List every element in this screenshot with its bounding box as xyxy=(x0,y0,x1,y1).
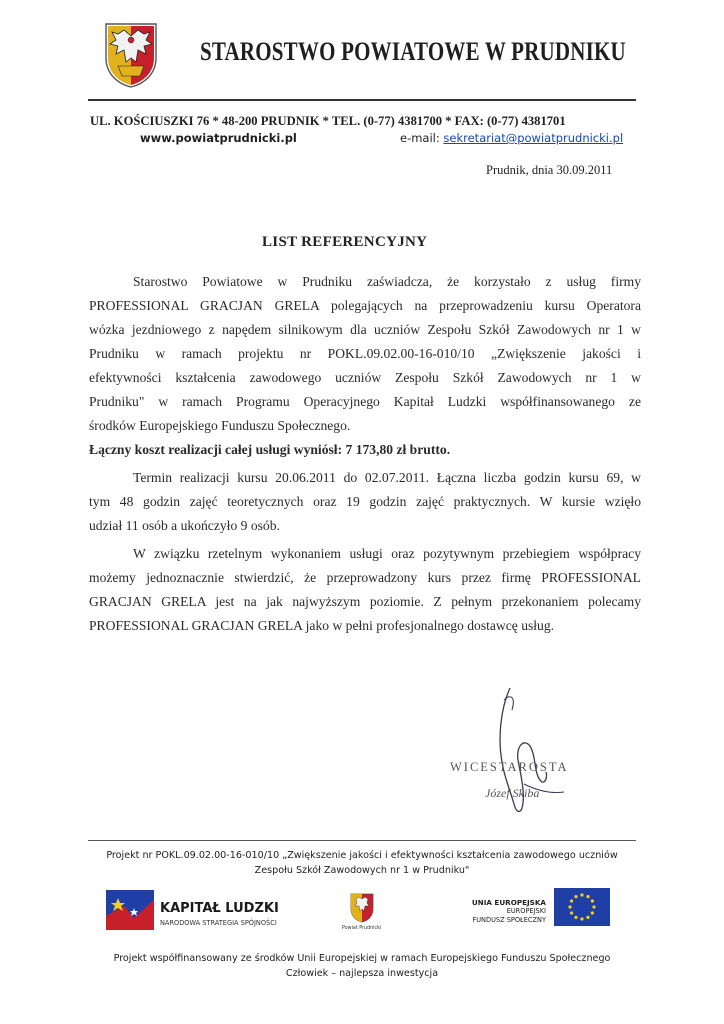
handwritten-signature xyxy=(440,680,640,820)
eu-label-line-3: FUNDUSZ SPOŁECZNY xyxy=(472,916,546,924)
cofinancing-info xyxy=(70,951,654,981)
total-cost-label: Łączny koszt realizacji całej usługi wyniósł: xyxy=(89,442,346,457)
text-line: Prudniku w ramach projektu nr POKL.09.02.00-16-010/10 „Zwiększenie jakości i xyxy=(89,346,641,361)
text-line: wózka jezdniowego z napędem silnikowym dla uczniów Zespołu Szkół Zawodowych nr 1 w xyxy=(89,322,641,337)
eu-fund-label xyxy=(446,898,546,925)
text-line: efektywności kształcenia zawodowego uczniów Zespołu Szkół Zawodowych nr 1 w xyxy=(89,370,641,385)
cofinance-line-2: Człowiek – najlepsza inwestycja xyxy=(285,968,439,979)
website-link[interactable]: www.powiatprudnicki.pl xyxy=(140,131,297,145)
text-line: możemy jednoznacznie stwierdzić, że przeprowadzony kurs przez firmę PROFESSIONAL xyxy=(89,570,641,585)
signatory-title: WICESTAROSTA xyxy=(450,760,569,774)
header-divider xyxy=(88,99,636,101)
eu-label-line-1: UNIA EUROPEJSKA xyxy=(471,898,546,907)
project-line-2: Zespołu Szkół Zawodowych nr 1 w Prudniku" xyxy=(254,865,470,876)
text-line: Termin realizacji kursu 20.06.2011 do 02.07.2011. Łączna liczba godzin kursu 69, w xyxy=(133,470,641,485)
county-crest-icon xyxy=(104,22,158,88)
text-line: udział 11 osób a ukończyło 9 osób. xyxy=(89,518,280,533)
document-title: LIST REFERENCYJNY xyxy=(262,234,428,250)
footer-divider xyxy=(88,840,636,841)
eu-label-line-2: EUROPEJSKI xyxy=(506,907,546,915)
institution-address: UL. KOŚCIUSZKI 76 * 48-200 PRUDNIK * TEL. (0-77) 4381700 * FAX: (0-77) 4381701 xyxy=(90,114,566,128)
text-line: GRACJAN GRELA jest na jak najwyższym poziomie. Z pełnym przekonaniem polecamy xyxy=(89,594,641,609)
text-line: Prudniku" w ramach Programu Operacyjnego Kapitał Ludzki współfinansowanego ze xyxy=(89,394,641,409)
project-info xyxy=(70,848,654,878)
signatory-name: Józef Skiba xyxy=(485,786,540,800)
text-line: Starostwo Powiatowe w Prudniku zaświadcza, że korzystało z usług firmy xyxy=(133,274,641,289)
text-line: tym 48 godzin zajęć teoretycznych oraz 19 godzin zajęć praktycznych. W kursie wzięło xyxy=(89,494,641,509)
eu-flag-icon xyxy=(554,888,610,926)
email-link[interactable]: sekretariat@powiatprudnicki.pl xyxy=(443,131,624,145)
project-line-1: Projekt nr POKL.09.02.00-16-010/10 „Zwiększenie jakości i efektywności kształcenia zawodowego uczniów xyxy=(106,850,618,861)
county-crest-small-icon xyxy=(350,893,374,923)
letter-date: Prudnik, dnia 30.09.2011 xyxy=(486,163,613,177)
total-cost-line xyxy=(89,442,641,462)
text-line: PROFESSIONAL GRACJAN GRELA jako w pełni profesjonalnego dostawcę usług. xyxy=(89,618,555,633)
text-line: PROFESSIONAL GRACJAN GRELA polegających na przeprowadzeniu kursu Operatora xyxy=(89,298,641,313)
text-line: środków Europejskiego Funduszu Społecznego. xyxy=(89,418,351,433)
total-cost-value: 7 173,80 zł brutto. xyxy=(345,442,451,457)
kapital-ludzki-logo-icon xyxy=(104,888,156,932)
institution-title: STAROSTWO POWIATOWE W PRUDNIKU xyxy=(200,36,626,66)
email-label: e-mail: xyxy=(400,131,444,145)
email-line xyxy=(400,131,623,145)
kapital-ludzki-title: KAPITAŁ LUDZKI xyxy=(160,901,279,916)
cofinance-line-1: Projekt współfinansowany ze środków Unii Europejskiej w ramach Europejskiego Funduszu Społecznego xyxy=(113,953,611,964)
county-crest-label: Powiat Prudnicki xyxy=(342,926,382,931)
text-line: W związku rzetelnym wykonaniem usługi oraz pozytywnym przebiegiem współpracy xyxy=(133,546,641,561)
kapital-ludzki-subtitle: NARODOWA STRATEGIA SPÓJNOŚCI xyxy=(160,919,277,927)
